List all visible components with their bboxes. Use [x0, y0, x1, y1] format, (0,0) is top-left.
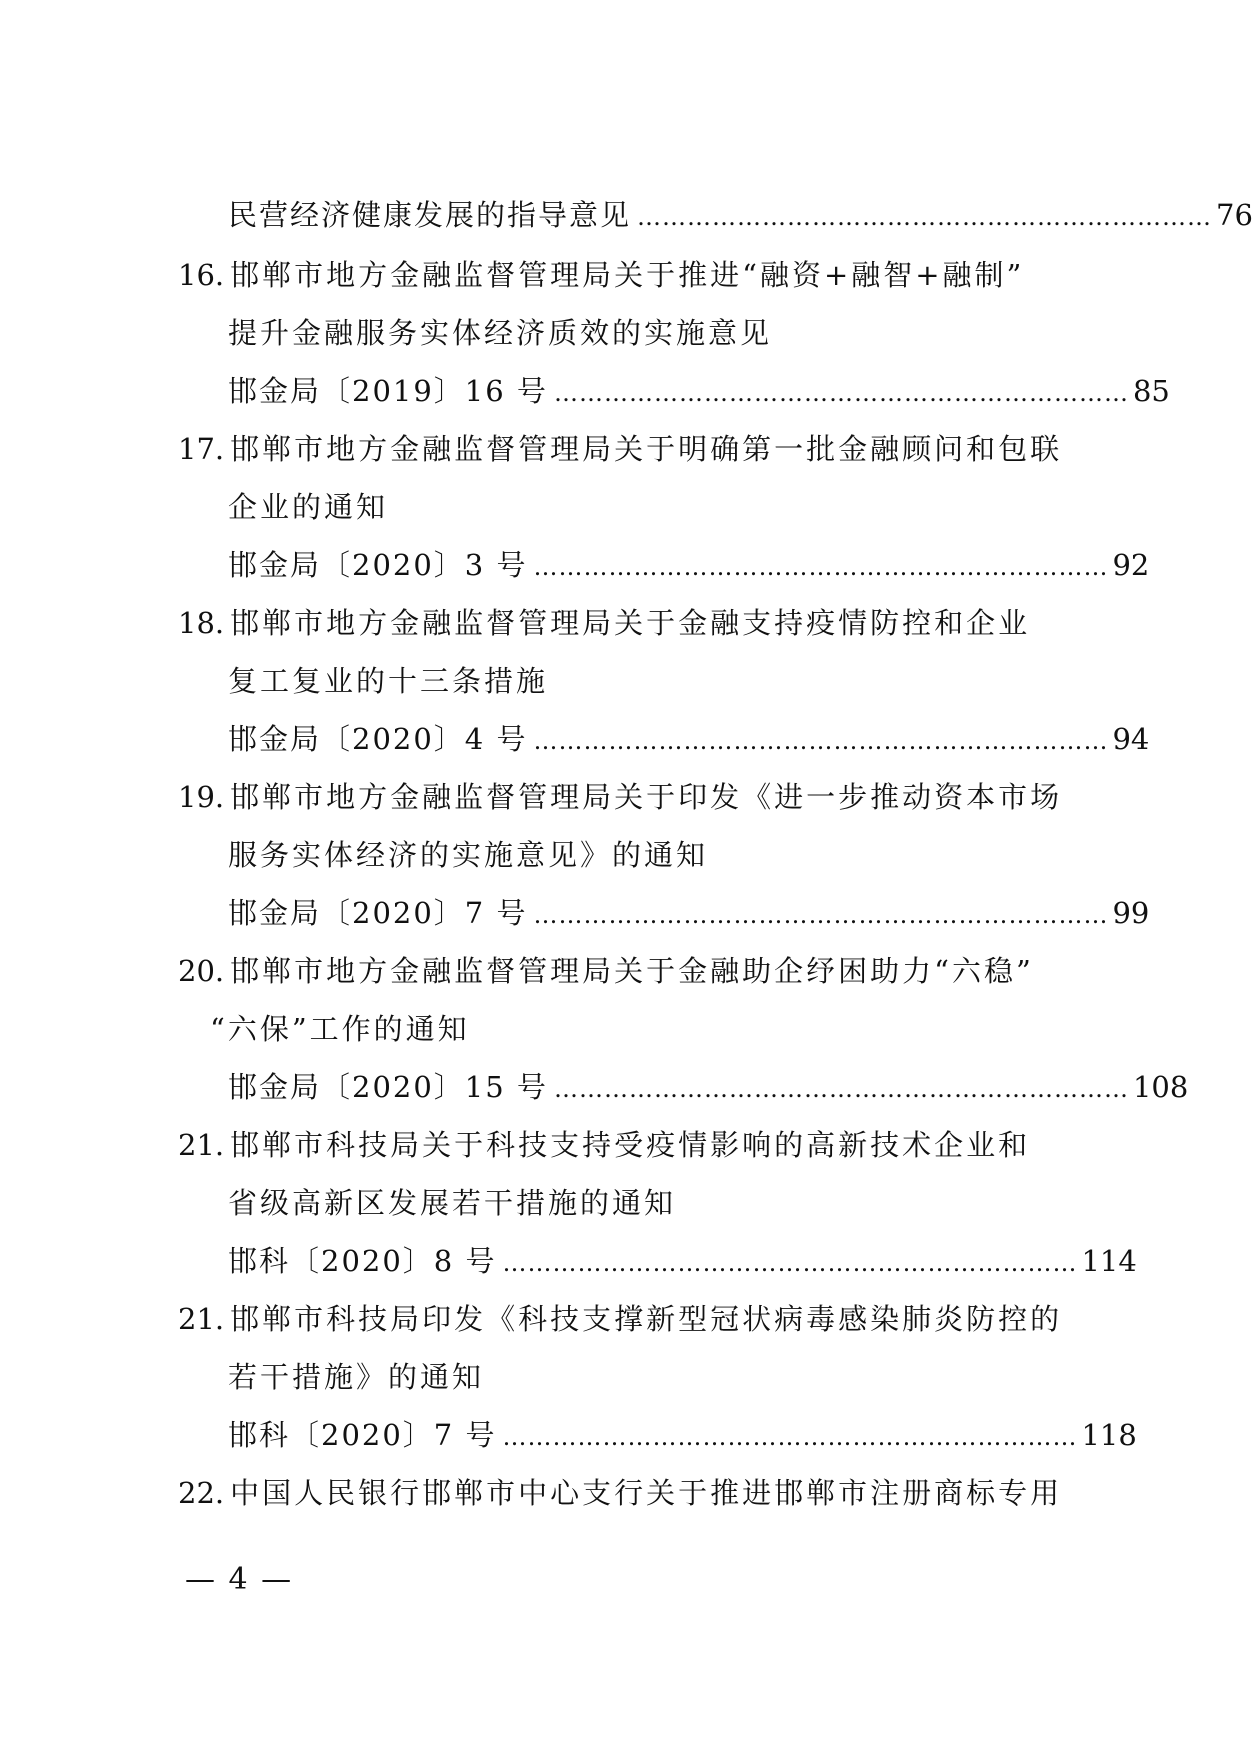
toc-item-16-title-line2	[228, 308, 772, 358]
toc-page-number: 118	[1081, 1418, 1137, 1452]
toc-item-17-title-line1	[178, 424, 1062, 474]
toc-item-title-cont: 若干措施》的通知	[228, 1360, 485, 1394]
toc-item-title-cont: 省级高新区发展若干措施的通知	[228, 1186, 677, 1220]
toc-leader-dots: ……………………………………………………………	[502, 1423, 1078, 1451]
toc-item-20-title-line2	[210, 1004, 470, 1054]
toc-item-17-title-line2	[228, 482, 388, 532]
toc-doc-ref: 邯金局〔2019〕16 号	[228, 374, 548, 408]
toc-item-title: 邯郸市科技局关于科技支持受疫情影响的高新技术企业和	[230, 1128, 1031, 1162]
toc-item-21b-ref	[228, 1410, 1137, 1460]
toc-item-21a-title-line1	[178, 1120, 1030, 1170]
toc-doc-ref: 邯科〔2020〕8 号	[228, 1244, 497, 1278]
toc-item-title-cont: 提升金融服务实体经济质效的实施意见	[228, 316, 773, 350]
toc-item-title-cont: 企业的通知	[228, 490, 389, 524]
toc-item-title-cont: “六保”工作的通知	[210, 1012, 470, 1046]
toc-page-number: 94	[1112, 722, 1150, 756]
toc-item-20-ref	[228, 1062, 1189, 1112]
toc-item-22-title-line1	[178, 1468, 1062, 1518]
toc-leader-dots: ……………………………………………………………	[502, 1249, 1078, 1277]
toc-item-number: 19.	[178, 780, 225, 814]
toc-item-number: 22.	[178, 1476, 225, 1510]
toc-item-17-ref	[228, 540, 1150, 590]
toc-doc-ref: 邯金局〔2020〕15 号	[228, 1070, 548, 1104]
toc-item-number: 17.	[178, 432, 225, 466]
toc-leader-dots: ……………………………………………………………	[553, 379, 1129, 407]
toc-page-number: 114	[1081, 1244, 1137, 1278]
toc-doc-ref: 邯金局〔2020〕4 号	[228, 722, 528, 756]
toc-entry-title: 民营经济健康发展的指导意见	[228, 198, 632, 232]
toc-leader-dots: ……………………………………………………………	[553, 1075, 1129, 1103]
toc-item-19-ref	[228, 888, 1150, 938]
toc-leader-dots: ……………………………………………………………	[637, 203, 1213, 231]
toc-item-19-title-line2	[228, 830, 708, 880]
toc-item-21a-title-line2	[228, 1178, 676, 1228]
toc-item-title: 邯郸市科技局印发《科技支撑新型冠状病毒感染肺炎防控的	[230, 1302, 1063, 1336]
toc-doc-ref: 邯科〔2020〕7 号	[228, 1418, 497, 1452]
toc-page-number: 99	[1112, 896, 1150, 930]
toc-item-18-title-line2	[228, 656, 548, 706]
toc-item-title: 邯郸市地方金融监督管理局关于金融支持疫情防控和企业	[230, 606, 1031, 640]
toc-item-21a-ref	[228, 1236, 1137, 1286]
toc-item-title: 邯郸市地方金融监督管理局关于印发《进一步推动资本市场	[230, 780, 1063, 814]
toc-item-number: 21.	[178, 1128, 225, 1162]
toc-page-number: 108	[1132, 1070, 1189, 1104]
toc-item-title: 邯郸市地方金融监督管理局关于金融助企纾困助力“六稳”	[230, 954, 1034, 988]
toc-item-title: 邯郸市地方金融监督管理局关于推进“融资+融智+融制”	[230, 258, 1025, 292]
toc-page-number: 76	[1216, 198, 1253, 232]
toc-item-number: 18.	[178, 606, 225, 640]
page-number-footer: — 4 —	[185, 1562, 294, 1597]
toc-item-19-title-line1	[178, 772, 1062, 822]
toc-item-number: 20.	[178, 954, 225, 988]
toc-item-21b-title-line2	[228, 1352, 484, 1402]
toc-item-18-ref	[228, 714, 1150, 764]
toc-item-title-cont: 服务实体经济的实施意见》的通知	[228, 838, 709, 872]
toc-item-20-title-line1	[178, 946, 1034, 996]
toc-item-16-ref	[228, 366, 1170, 416]
toc-item-number: 16.	[178, 258, 225, 292]
toc-item-title: 中国人民银行邯郸市中心支行关于推进邯郸市注册商标专用	[230, 1476, 1063, 1510]
toc-leader-dots: ……………………………………………………………	[533, 727, 1109, 755]
toc-page-number: 85	[1132, 374, 1170, 408]
toc-item-18-title-line1	[178, 598, 1030, 648]
toc-item-21b-title-line1	[178, 1294, 1062, 1344]
toc-item-16-title-line1	[178, 250, 1024, 300]
toc-leader-dots: ……………………………………………………………	[533, 901, 1109, 929]
toc-page-number: 92	[1112, 548, 1150, 582]
toc-doc-ref: 邯金局〔2020〕7 号	[228, 896, 528, 930]
toc-item-title: 邯郸市地方金融监督管理局关于明确第一批金融顾问和包联	[230, 432, 1063, 466]
toc-doc-ref: 邯金局〔2020〕3 号	[228, 548, 528, 582]
toc-leader-dots: ……………………………………………………………	[533, 553, 1109, 581]
toc-item-number: 21.	[178, 1302, 225, 1336]
toc-entry-continuation	[228, 190, 1253, 240]
toc-item-title-cont: 复工复业的十三条措施	[228, 664, 549, 698]
